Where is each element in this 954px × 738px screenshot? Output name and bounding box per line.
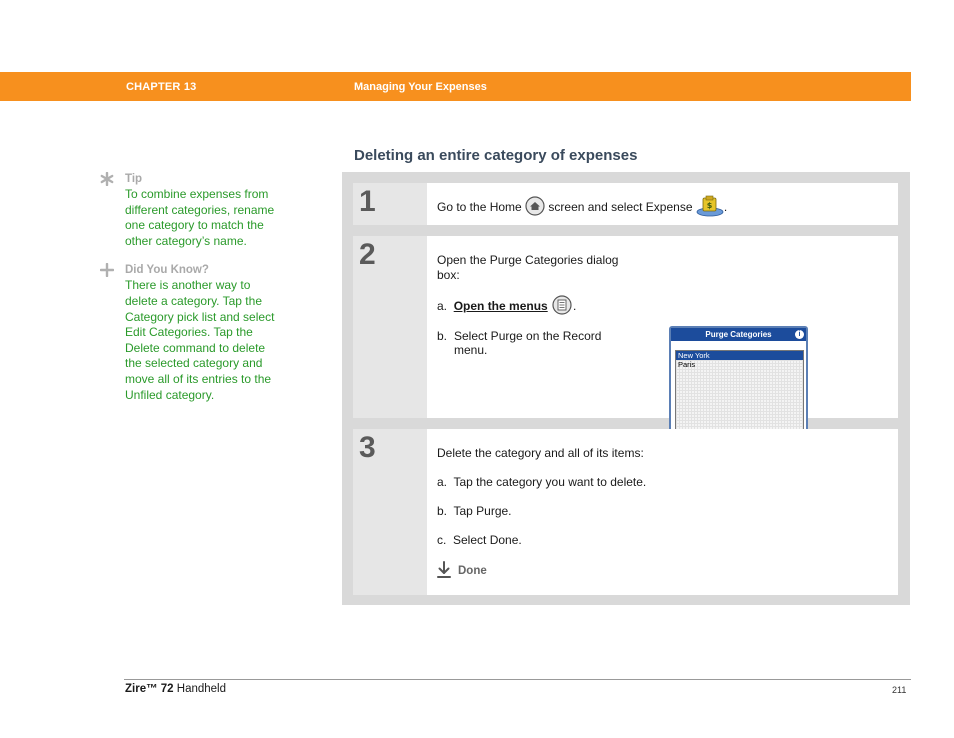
step-number: 2 xyxy=(359,238,376,271)
step-3-substep-c: c. Select Done. xyxy=(437,533,522,547)
step-2-substep-b xyxy=(437,329,637,358)
step-number-column xyxy=(353,183,427,225)
step-1 xyxy=(353,183,898,225)
home-icon xyxy=(525,196,545,220)
category-item-new-york[interactable]: New York xyxy=(676,351,803,360)
tip-block xyxy=(100,172,280,249)
step-3-substep-a: a. Tap the category you want to delete. xyxy=(437,475,647,489)
menu-icon xyxy=(551,295,573,319)
step-2-intro: Open the Purge Categories dialog box: xyxy=(437,253,619,282)
step-3-body xyxy=(437,446,898,582)
steps-panel xyxy=(342,172,910,605)
chapter-label: CHAPTER 13 xyxy=(126,81,197,93)
step-3-substep-b: b. Tap Purge. xyxy=(437,504,512,518)
done-label: Done xyxy=(458,565,487,577)
chapter-header-bar xyxy=(0,72,911,101)
substep-a-prefix: a. xyxy=(437,298,448,313)
step-3 xyxy=(353,429,898,595)
info-icon[interactable]: i xyxy=(795,330,804,339)
svg-text:$: $ xyxy=(706,201,713,210)
section-title: Deleting an entire category of expenses xyxy=(354,147,638,164)
dialog-title: Purge Categories xyxy=(671,328,806,341)
plus-icon xyxy=(100,263,116,279)
tip-heading: Tip xyxy=(125,173,143,185)
category-item-paris[interactable]: Paris xyxy=(678,360,696,369)
substep-b-prefix: b. xyxy=(437,328,448,343)
substep-a-suffix: . xyxy=(573,298,577,313)
step-number-column xyxy=(353,236,427,418)
step-2-substep-a xyxy=(437,295,637,319)
step-1-text-before: Go to the Home xyxy=(437,199,522,214)
asterisk-icon xyxy=(100,172,116,188)
step-number-column xyxy=(353,429,427,595)
chapter-title: Managing Your Expenses xyxy=(354,81,487,93)
footer-product-suffix: Handheld xyxy=(173,683,227,695)
step-2-body xyxy=(437,253,637,358)
footer-divider xyxy=(124,679,911,680)
substep-b-text: Select Purge on the Record menu. xyxy=(454,328,602,357)
tip-text: To combine expenses from different categories, rename one category to match the other category’s name. xyxy=(125,187,275,248)
expense-app-icon xyxy=(696,195,724,221)
step-1-body xyxy=(437,195,898,221)
step-number: 3 xyxy=(359,431,376,464)
category-list xyxy=(675,350,804,438)
footer-product-name: Zire™ 72 xyxy=(125,683,174,695)
sidebar xyxy=(100,172,280,417)
step-3-intro: Delete the category and all of its items: xyxy=(437,446,644,460)
step-1-text-after: . xyxy=(723,199,728,214)
footer-product xyxy=(125,683,226,695)
step-2 xyxy=(353,236,898,418)
down-arrow-icon xyxy=(437,561,453,583)
open-menus-link[interactable]: Open the menus xyxy=(453,298,548,313)
step-1-text-middle: screen and select Expense xyxy=(548,199,693,214)
did-you-know-block xyxy=(100,263,280,403)
did-you-know-text: There is another way to delete a category. Tap the Category pick list and select Edit Categories. Tap the Delete command to delete the selected category and move all of its entries to the Unfiled category. xyxy=(125,278,275,402)
did-you-know-heading: Did You Know? xyxy=(125,264,209,277)
step-number: 1 xyxy=(359,185,376,218)
done-marker xyxy=(437,561,898,583)
page-number: 211 xyxy=(892,685,907,695)
